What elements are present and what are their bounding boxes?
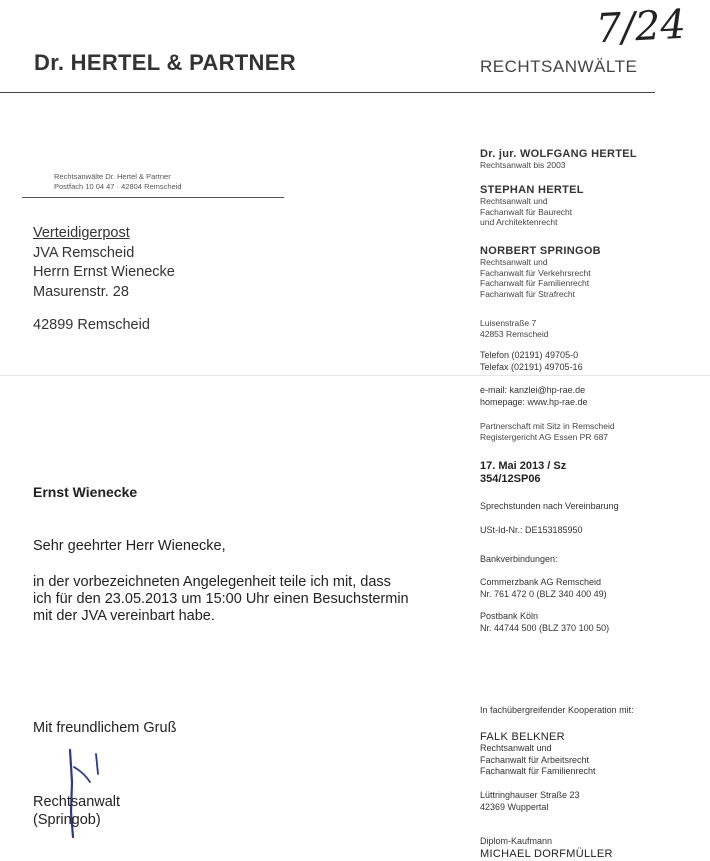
sender-line-2: Postfach 10 04 47 · 42804 Remscheid xyxy=(54,182,182,191)
bank-2-name: Postbank Köln xyxy=(480,611,539,621)
recipient-line-1: JVA Remscheid xyxy=(33,244,135,261)
body-line-1: in der vorbezeichneten Angelegenheit teile ich mit, dass xyxy=(33,574,391,590)
sender-line-1: Rechtsanwälte Dr. Hertel & Partner xyxy=(54,172,171,181)
cooperation-text: In fachübergreifender Kooperation mit: xyxy=(480,705,634,715)
cooperation-heading xyxy=(480,705,634,717)
coop-partner-1-desc-2: Fachanwalt für Arbeitsrecht xyxy=(480,754,590,765)
email: e-mail: kanzlei@hp-rae.de xyxy=(480,385,586,395)
office-zip: 42853 Remscheid xyxy=(480,328,549,339)
partner-3-desc-4: Fachanwalt für Strafrecht xyxy=(480,288,575,299)
body-line-2: ich für den 23.05.2013 um 15:00 Uhr einen Besuchstermin xyxy=(33,591,409,607)
bank-title-text: Bankverbindungen: xyxy=(480,554,558,564)
bank-title xyxy=(480,554,558,566)
letter-body xyxy=(33,574,447,625)
partner-3-desc-1: Rechtsanwalt und xyxy=(480,257,548,267)
partner-3-desc-2: Fachanwalt für Verkehrsrecht xyxy=(480,267,591,278)
bank-2-number: Nr. 44744 500 (BLZ 370 100 50) xyxy=(480,622,610,633)
bank-2 xyxy=(480,611,609,634)
partnership-line-1: Partnerschaft mit Sitz in Remscheid xyxy=(480,421,615,431)
partner-2-name: STEPHAN HERTEL xyxy=(480,184,584,196)
vat-id-text: USt-Id-Nr.: DE153185950 xyxy=(480,525,583,535)
coop-partner-1-zip: 42369 Wuppertal xyxy=(480,801,549,812)
partnership-info xyxy=(480,421,615,442)
cooperation-partner-1-address xyxy=(480,790,580,813)
partner-2-desc-1: Rechtsanwalt und xyxy=(480,196,548,206)
contact-phone-fax xyxy=(480,350,583,373)
letter-salutation: Sehr geehrter Herr Wienecke, xyxy=(33,538,226,554)
bank-1-number: Nr. 761 472 0 (BLZ 340 400 49) xyxy=(480,588,607,599)
letter-closing: Mit freundlichem Gruß xyxy=(33,720,177,736)
partner-2-desc-3: und Architektenrecht xyxy=(480,217,558,227)
cooperation-partner-1 xyxy=(480,731,596,778)
recipient-city: 42899 Remscheid xyxy=(33,317,150,333)
signer-title: Rechtsanwalt xyxy=(33,794,121,810)
recipient-line-3: Masurenstr. 28 xyxy=(33,283,129,300)
sender-divider xyxy=(22,197,284,198)
partner-3-desc-3: Fachanwalt für Familienrecht xyxy=(480,278,590,288)
bank-1-name: Commerzbank AG Remscheid xyxy=(480,577,602,587)
vat-id xyxy=(480,525,583,537)
partner-2-desc-2: Fachanwalt für Baurecht xyxy=(480,206,573,217)
phone: Telefon (02191) 49705-0 xyxy=(480,350,579,360)
date-reference xyxy=(480,460,566,486)
sender-return-address xyxy=(54,172,182,192)
header-divider xyxy=(0,92,655,93)
firm-type: RECHTSANWÄLTE xyxy=(480,57,638,76)
coop-partner-1-desc-3: Fachanwalt für Familienrecht xyxy=(480,766,596,776)
partner-2 xyxy=(480,184,584,228)
partnership-line-2: Registergericht AG Essen PR 687 xyxy=(480,431,609,442)
letter-date: 17. Mai 2013 / Sz xyxy=(480,460,567,472)
partner-1-name: Dr. jur. WOLFGANG HERTEL xyxy=(480,148,637,160)
homepage: homepage: www.hp-rae.de xyxy=(480,396,588,407)
office-address xyxy=(480,318,549,339)
coop-partner-2-name: MICHAEL DORFMÜLLER xyxy=(480,847,613,860)
office-hours-text: Sprechstunden nach Vereinbarung xyxy=(480,501,619,511)
coop-partner-1-street: Lüttringhauser Straße 23 xyxy=(480,790,580,800)
coop-partner-1-desc-1: Rechtsanwalt und xyxy=(480,743,552,753)
partner-3-name: NORBERT SPRINGOB xyxy=(480,245,601,257)
contact-web xyxy=(480,385,588,408)
office-street: Luisenstraße 7 xyxy=(480,318,537,328)
letter-reference: 354/12SP06 xyxy=(480,473,541,485)
bank-1 xyxy=(480,577,607,600)
recipient-label: Verteidigerpost xyxy=(33,225,130,241)
paper-fold-line xyxy=(0,375,710,376)
recipient-line-2: Herrn Ernst Wienecke xyxy=(33,264,175,280)
partner-1-desc: Rechtsanwalt bis 2003 xyxy=(480,160,566,170)
signer-name: (Springob) xyxy=(33,812,101,828)
handwritten-page-mark: 7/24 xyxy=(594,1,687,53)
firm-name: Dr. HERTEL & PARTNER xyxy=(34,50,296,75)
coop-partner-2-title: Diplom-Kaufmann xyxy=(480,836,553,846)
recipient-address xyxy=(33,224,175,302)
cooperation-partner-2 xyxy=(480,836,613,860)
letter-subject: Ernst Wienecke xyxy=(33,484,138,500)
body-line-3: mit der JVA vereinbart habe. xyxy=(33,608,215,624)
fax: Telefax (02191) 49705-16 xyxy=(480,361,583,372)
office-hours xyxy=(480,501,619,513)
partner-1 xyxy=(480,148,637,171)
coop-partner-1-name: FALK BELKNER xyxy=(480,731,565,743)
partner-3 xyxy=(480,245,601,299)
